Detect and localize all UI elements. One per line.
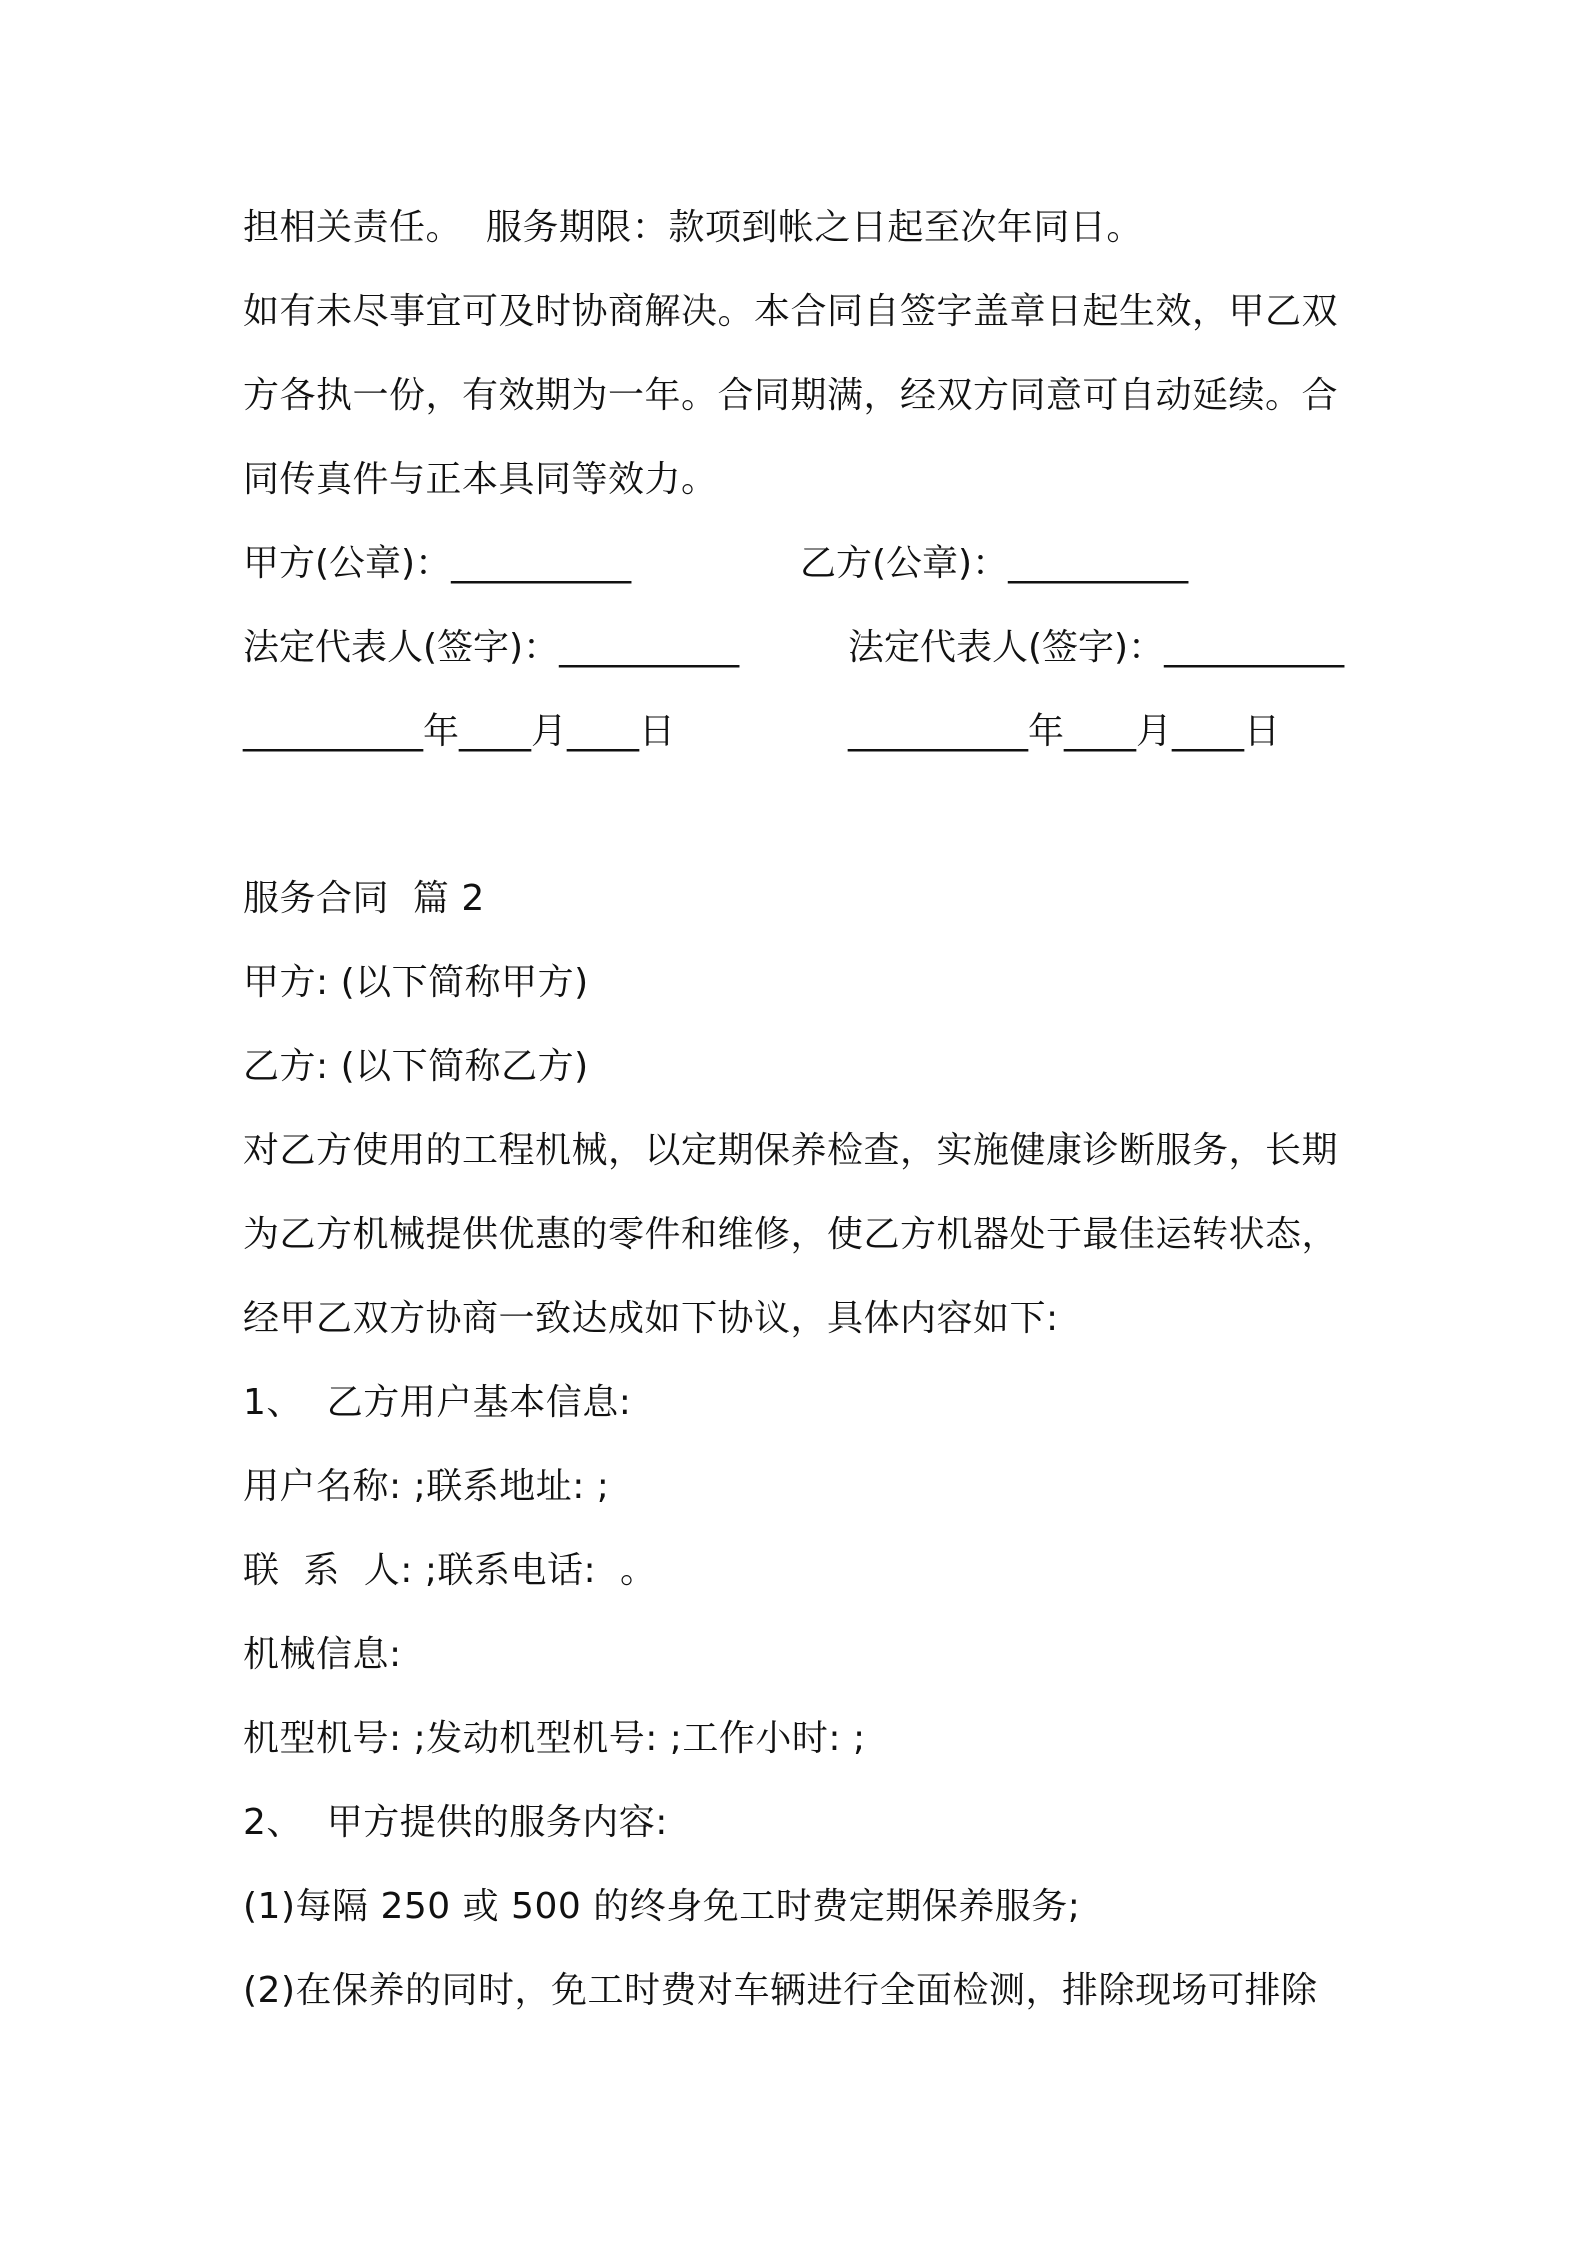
section-line: 对乙方使用的工程机械，以定期保养检查，实施健康诊断服务，长期 xyxy=(243,1130,1339,1171)
section-title: 服务合同 篇 2 xyxy=(243,878,485,919)
section-line: 乙方: (以下简称乙方) xyxy=(243,1046,589,1087)
party-b-seal: 乙方(公章)：__________ xyxy=(800,543,1189,584)
party-b-date: __________年____月____日 xyxy=(848,711,1280,752)
section-line: (2)在保养的同时，免工时费对车辆进行全面检测，排除现场可排除 xyxy=(243,1970,1318,2011)
party-a-representative: 法定代表人(签字)：__________ xyxy=(243,627,740,668)
section-line: 机械信息: xyxy=(243,1634,402,1675)
paragraph-line: 担相关责任。 服务期限：款项到帐之日起至次年同日。 xyxy=(243,207,1143,248)
party-a-date: __________年____月____日 xyxy=(243,711,675,752)
section-line: 甲方: (以下简称甲方) xyxy=(243,962,589,1003)
section-line: 用户名称: ;联系地址: ; xyxy=(243,1466,610,1507)
party-a-seal: 甲方(公章)：__________ xyxy=(243,543,632,584)
paragraph-line: 方各执一份，有效期为一年。合同期满，经双方同意可自动延续。合 xyxy=(243,375,1339,416)
section-line: 2、 甲方提供的服务内容: xyxy=(243,1802,668,1843)
paragraph-line: 如有未尽事宜可及时协商解决。本合同自签字盖章日起生效，甲乙双 xyxy=(243,291,1339,332)
section-line: 经甲乙双方协商一致达成如下协议，具体内容如下: xyxy=(243,1298,1059,1339)
section-line: 1、 乙方用户基本信息: xyxy=(243,1382,632,1423)
section-line: 机型机号: ;发动机型机号: ;工作小时: ; xyxy=(243,1718,866,1759)
section-line: (1)每隔 250 或 500 的终身免工时费定期保养服务; xyxy=(243,1886,1081,1927)
paragraph-line: 同传真件与正本具同等效力。 xyxy=(243,459,718,500)
party-b-representative: 法定代表人(签字)：__________ xyxy=(848,627,1345,668)
section-line: 联 系 人: ;联系电话: 。 xyxy=(243,1550,657,1591)
section-line: 为乙方机械提供优惠的零件和维修，使乙方机器处于最佳运转状态， xyxy=(243,1214,1339,1255)
